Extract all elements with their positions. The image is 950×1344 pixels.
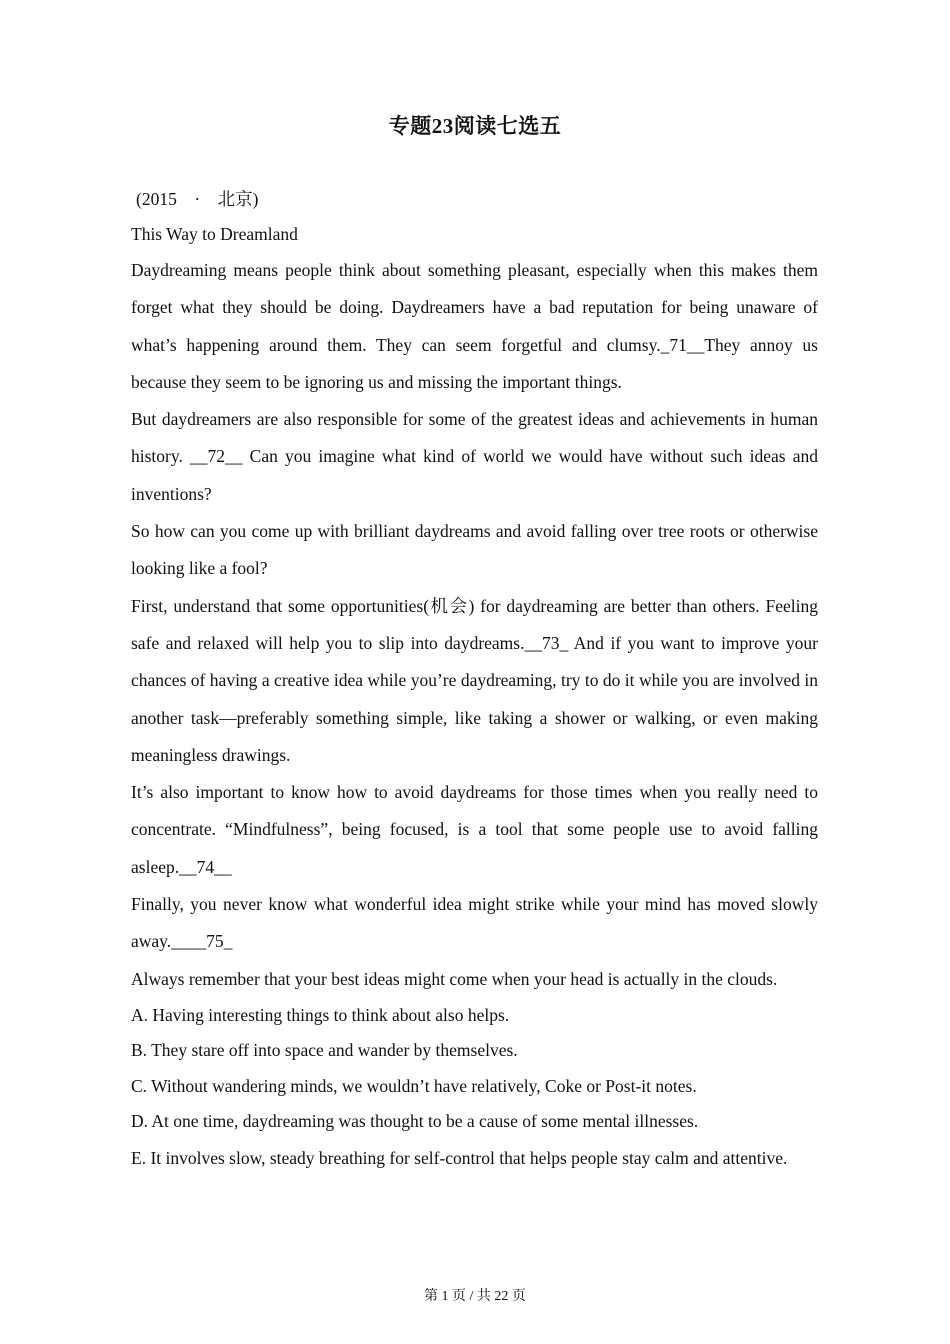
option-a: A. Having interesting things to think about also helps. [131,1004,510,1025]
paragraph-1: Daydreaming means people think about something pleasant, especially when this makes them forget what they should be doing. Daydreamers have a bad reputation for being unaware of what’s happening around them. They can seem forgetful and clumsy._71__They annoy us because they seem to be ignoring us and missing the important things. [131,260,818,392]
option-b: B. They stare off into space and wander by themselves. [131,1040,518,1061]
document-body [131,182,818,1177]
paragraph-7: Always remember that your best ideas might come when your head is actually in the clouds. [131,968,778,989]
option-c: C. Without wandering minds, we wouldn’t have relatively, Coke or Post-it notes. [131,1075,697,1096]
paragraph-2: But daydreamers are also responsible for some of the greatest ideas and achievements in human history. __72__ Can you imagine what kind of world we would have without such ideas and inventions? [131,409,818,504]
page-title: 专题23阅读七选五 [388,114,562,138]
source-label: (2015 · 北京) [136,189,259,209]
option-e: E. It involves slow, steady breathing for self-control that helps people stay calm and attentive. [131,1147,788,1168]
paragraph-6: Finally, you never know what wonderful idea might strike while your mind has moved slowly away.____75_ [131,894,818,952]
paragraph-4: First, understand that some opportunities(机会) for daydreaming are better than others. Feeling safe and relaxed will help you to slip into daydreams.__73_ And if you want to improve your chances of having a creative idea while you’re daydreaming, try to do it while you are involved in another task—preferably something simple, like taking a shower or walking, or even making meaningless drawings. [131,595,818,765]
page-number-footer: 第 1 页 / 共 22 页 [424,1289,526,1304]
paragraph-5: It’s also important to know how to avoid daydreams for those times when you really need to concentrate. “Mindfulness”, being focused, is a tool that some people use to avoid falling asleep.__74__ [131,782,818,877]
paragraph-3: So how can you come up with brilliant daydreams and avoid falling over tree roots or otherwise looking like a fool? [131,521,818,579]
option-d: D. At one time, daydreaming was thought to be a cause of some mental illnesses. [131,1111,699,1132]
passage-title: This Way to Dreamland [131,224,298,244]
